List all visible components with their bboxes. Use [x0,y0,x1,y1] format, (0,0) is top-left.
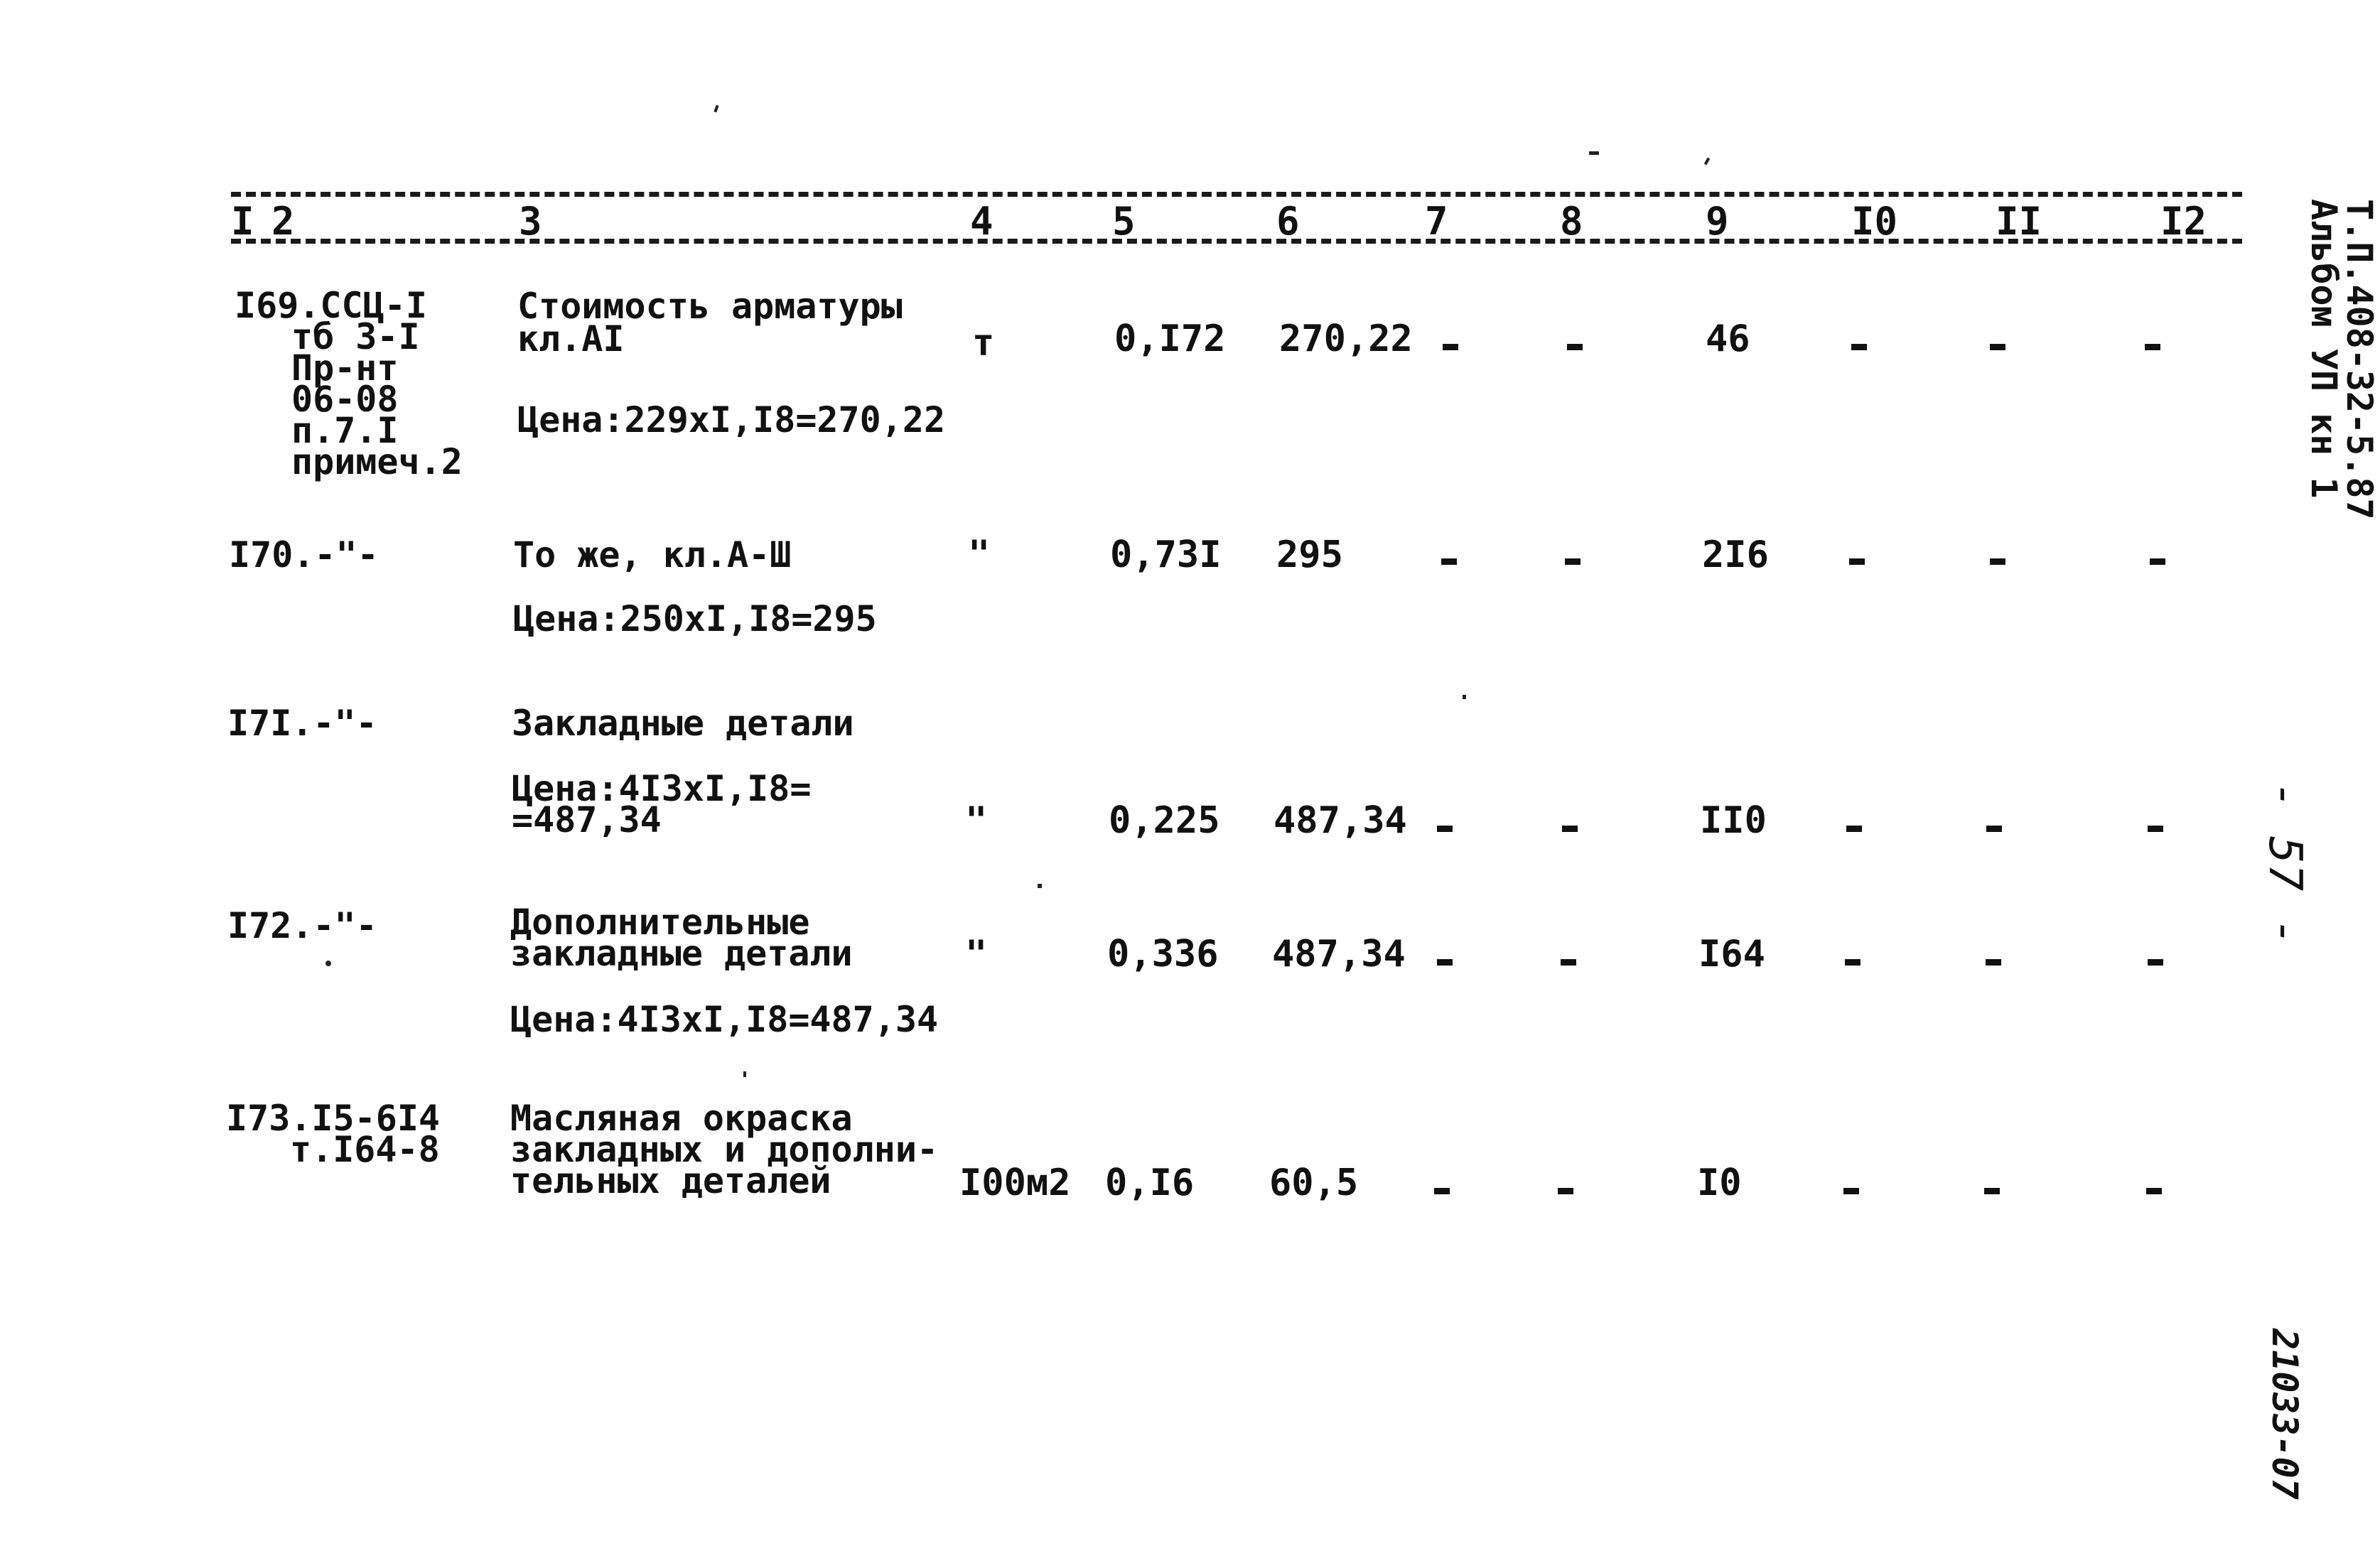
scan-speck [743,1071,746,1077]
row-cost: 270,22 [1279,318,1413,360]
side-title-line: Альбом УП кн 1 [2303,199,2344,499]
row-col7-dash [1437,826,1453,832]
row-col8-dash [1567,344,1583,350]
scan-speck [1038,884,1042,888]
row-col9-value: 46 [1706,318,1750,360]
header-top-rule [231,192,2242,197]
row-cost: 487,34 [1272,933,1406,975]
row-col12-dash [2145,344,2160,350]
row-cost: 295 [1276,534,1343,576]
scan-speck [1463,695,1466,699]
col-header-2: 2 [271,199,295,244]
col-header-9: 9 [1706,199,1729,244]
ref-line: тб 3-I [291,316,420,357]
desc-line: Стоимость арматуры [517,286,903,327]
row-description: Закладные детали [512,703,854,744]
row-ref: I72.-"- [227,905,377,946]
scan-speck [1589,151,1599,155]
col-header-5: 5 [1112,199,1136,244]
row-ref: I70.-"- [229,534,379,575]
row-col10-dash [1845,959,1861,966]
row-price [512,768,812,840]
row-col7-dash [1434,1188,1450,1194]
row-col11-dash [1986,959,2001,966]
row-cost: 487,34 [1274,799,1407,842]
row-col9-value: I64 [1698,933,1765,975]
row-qty: 0,336 [1107,933,1219,975]
row-col10-dash [1846,826,1862,832]
ref-line: Пр-нт [291,347,399,389]
scan-speck [714,105,718,113]
archive-number: 21033-07 [2264,1329,2305,1500]
col-header-4: 4 [970,199,994,244]
row-unit: " [968,533,991,575]
row-price: Цена:229xI,I8=270,22 [517,399,946,440]
row-col12-dash [2148,959,2163,966]
row-col12-dash [2148,826,2163,832]
ref-line: т.I64-8 [290,1129,440,1170]
row-unit: I00м2 [959,1162,1071,1204]
row-col8-dash [1561,959,1576,966]
scan-speck [325,961,331,966]
price-line: =487,34 [512,799,662,840]
col-header-11: II [1996,199,2042,244]
row-description [517,286,903,359]
row-description [510,902,853,974]
desc-line: Дополнительные [510,902,810,943]
desc-line: тельных деталей [510,1160,831,1201]
ref-line: I69.ССЦ-I [235,285,427,326]
row-ref: I7I.-"- [227,703,377,744]
col-header-12: I2 [2160,199,2207,244]
row-col9-value: 2I6 [1702,534,1769,576]
col-header-6: 6 [1276,199,1300,244]
row-unit: т [972,322,995,364]
row-col11-dash [1984,1188,2000,1194]
row-description: То же, кл.А-Ш [513,534,792,575]
row-ref [235,285,463,482]
row-qty: 0,I72 [1114,318,1226,360]
col-header-10: I0 [1851,199,1898,244]
ref-line: п.7.I [291,410,399,451]
row-qty: 0,73I [1110,534,1222,576]
col-header-7: 7 [1425,199,1448,244]
ref-line: I73.I5-6I4 [226,1098,441,1139]
row-unit: " [965,799,988,842]
desc-line: закладные детали [510,933,853,974]
row-col7-dash [1437,959,1453,966]
row-col8-dash [1565,558,1581,565]
row-ref [226,1098,441,1170]
row-col10-dash [1843,1188,1859,1194]
row-description [510,1098,939,1201]
row-col12-dash [2146,1188,2162,1194]
row-col11-dash [1990,344,2005,350]
side-title-line: Т.П.408-32-5.87 [2339,199,2380,520]
row-col11-dash [1990,558,2005,565]
row-col9-value: I0 [1697,1162,1742,1204]
row-qty: 0,225 [1109,799,1220,842]
row-col7-dash [1441,558,1457,565]
desc-line: кл.АI [517,318,625,359]
col-header-8: 8 [1560,199,1583,244]
col-header-3: 3 [519,199,542,244]
desc-line: Масляная окраска [510,1098,853,1139]
page-number: - 57 - [2258,782,2311,946]
scan-speck [1704,158,1710,166]
col-header-1: I [231,199,254,244]
row-col9-value: II0 [1700,799,1767,842]
row-qty: 0,I6 [1105,1162,1195,1204]
row-col7-dash [1443,344,1458,350]
price-line: Цена:4I3xI,I8= [512,768,812,809]
row-price: Цена:4I3xI,I8=487,34 [510,999,939,1040]
row-unit: " [965,933,988,975]
row-col10-dash [1851,344,1867,350]
ref-line: примеч.2 [291,441,463,482]
row-col10-dash [1849,558,1865,565]
row-col11-dash [1986,826,2002,832]
ref-line: 06-08 [291,379,399,420]
row-price: Цена:250xI,I8=295 [513,598,877,639]
desc-line: закладных и дополни- [510,1129,939,1170]
row-col12-dash [2150,558,2165,565]
row-col8-dash [1558,1188,1573,1194]
side-title [2303,199,2380,520]
row-cost: 60,5 [1269,1162,1359,1204]
row-col8-dash [1562,826,1578,832]
